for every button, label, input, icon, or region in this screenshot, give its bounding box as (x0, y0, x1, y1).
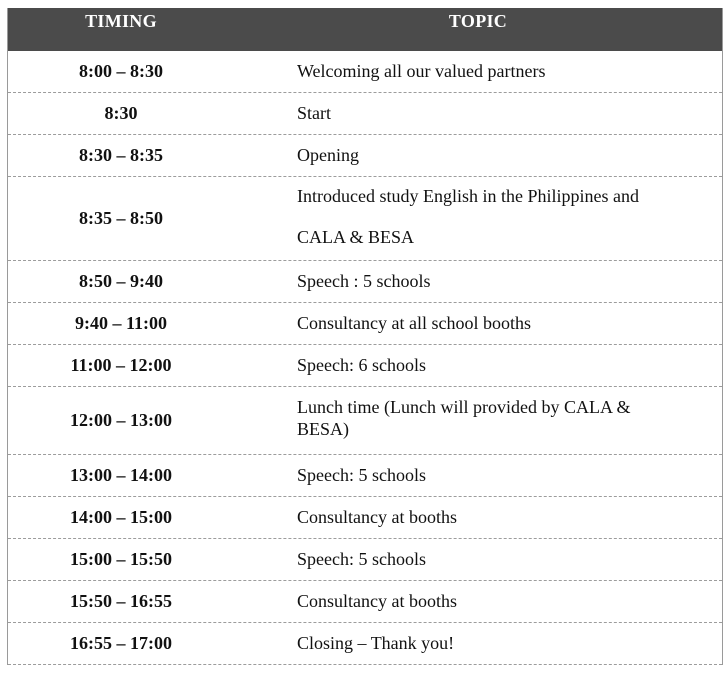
table-row (8, 177, 722, 261)
table-row (8, 539, 722, 581)
timing-header: TIMING (85, 11, 157, 31)
time-cell: 14:00 – 15:00 (70, 507, 172, 527)
topic-cell: Lunch time (Lunch will provided by CALA & BESA) (297, 397, 631, 439)
table-row (8, 455, 722, 497)
time-cell: 8:50 – 9:40 (79, 271, 163, 291)
schedule-table (7, 8, 723, 665)
time-cell: 12:00 – 13:00 (70, 410, 172, 430)
time-cell: 11:00 – 12:00 (70, 355, 172, 375)
topic-cell: Closing – Thank you! (297, 633, 455, 653)
topic-cell: Welcoming all our valued partners (297, 61, 546, 81)
table-row (8, 303, 722, 345)
topic-cell: Consultancy at booths (297, 591, 457, 611)
time-cell: 15:50 – 16:55 (70, 591, 172, 611)
topic-cell: Speech: 6 schools (297, 355, 426, 375)
table-row (8, 387, 722, 455)
topic-cell (234, 177, 722, 260)
topic-line: Introduced study English in the Philippines and (297, 186, 639, 206)
table-row (8, 135, 722, 177)
table-row (8, 51, 722, 93)
topic-cell: Speech: 5 schools (297, 549, 426, 569)
table-row (8, 497, 722, 539)
topic-cell: Speech : 5 schools (297, 271, 431, 291)
table-row (8, 261, 722, 303)
topic-cell: Opening (297, 145, 359, 165)
topic-cell: Consultancy at booths (297, 507, 457, 527)
table-row (8, 345, 722, 387)
table-row (8, 93, 722, 135)
time-cell: 13:00 – 14:00 (70, 465, 172, 485)
topic-cell: Start (297, 103, 331, 123)
topic-cell: Speech: 5 schools (297, 465, 426, 485)
table-row (8, 623, 722, 665)
time-cell: 8:30 (104, 103, 138, 123)
topic-cell: Consultancy at all school booths (297, 313, 531, 333)
time-cell: 15:00 – 15:50 (70, 549, 172, 569)
time-cell: 8:35 – 8:50 (79, 208, 163, 228)
time-cell: 8:30 – 8:35 (79, 145, 163, 165)
topic-line: CALA & BESA (297, 227, 415, 247)
table-row (8, 581, 722, 623)
table-header (8, 8, 722, 51)
time-cell: 16:55 – 17:00 (70, 633, 172, 653)
time-cell: 8:00 – 8:30 (79, 61, 163, 81)
topic-header: TOPIC (448, 11, 508, 31)
time-cell: 9:40 – 11:00 (75, 313, 167, 333)
